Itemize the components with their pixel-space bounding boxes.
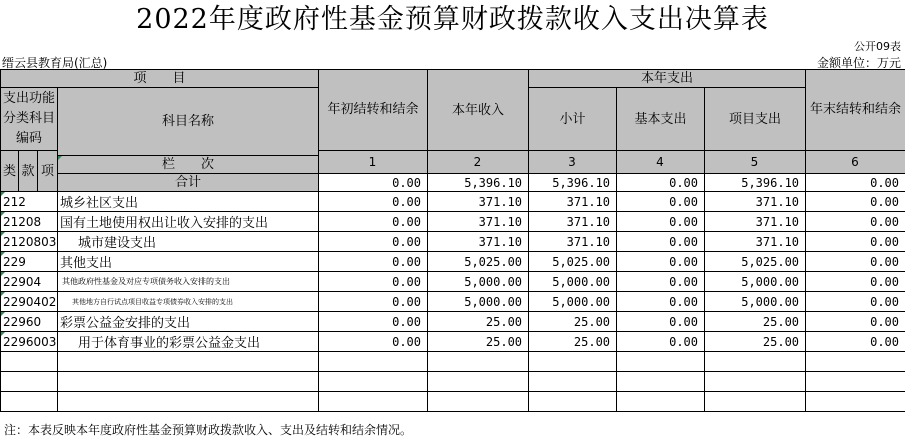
row-begin-balance: 0.00 [319, 332, 428, 352]
row-end-balance: 0.00 [806, 292, 905, 312]
row-project-exp: 5,025.00 [705, 252, 806, 272]
row-basic-exp: 0.00 [617, 292, 705, 312]
header-lei: 类 [1, 151, 19, 192]
table-row [1, 192, 905, 212]
total-income: 5,396.10 [428, 174, 529, 192]
table-row [1, 252, 905, 272]
header-basic-exp: 基本支出 [617, 88, 705, 151]
row-end-balance: 0.00 [806, 212, 905, 232]
col-number-3: 3 [568, 155, 576, 169]
footnote: 注：本表反映本年度政府性基金预算财政拨款收入、支出及结转和结余情况。 [4, 423, 413, 437]
row-end-balance: 0.00 [806, 332, 905, 352]
row-basic-exp: 0.00 [617, 332, 705, 352]
total-subtotal: 5,396.10 [529, 174, 617, 192]
row-basic-exp: 0.00 [617, 252, 705, 272]
header-expense-group: 本年支出 [529, 70, 806, 88]
row-name: 其他支出 [58, 252, 319, 272]
row-code: 2120803 [1, 232, 58, 252]
empty-row [1, 352, 905, 372]
budget-table [0, 69, 905, 412]
row-name: 用于体育事业的彩票公益金支出 [58, 332, 319, 352]
row-name: 城乡社区支出 [58, 192, 319, 212]
header-subtotal: 小计 [529, 88, 617, 151]
header-func-code: 支出功能分类科目编码 [1, 88, 58, 151]
table-row [1, 272, 905, 292]
row-end-balance: 0.00 [806, 232, 905, 252]
header-end-balance: 年末结转和结余 [806, 70, 905, 151]
row-code: 22904 [1, 272, 58, 292]
total-end-balance: 0.00 [806, 174, 905, 192]
row-income: 371.10 [428, 232, 529, 252]
header-lanci: 栏 次 [58, 156, 319, 174]
header-kuan: 款 [19, 151, 38, 192]
row-subtotal: 25.00 [529, 332, 617, 352]
row-begin-balance: 0.00 [319, 212, 428, 232]
row-name: 其他地方自行试点项目收益专项债券收入安排的支出 [58, 292, 319, 312]
row-project-exp: 5,000.00 [705, 292, 806, 312]
row-code: 22960 [1, 312, 58, 332]
row-income: 5,025.00 [428, 252, 529, 272]
row-basic-exp: 0.00 [617, 192, 705, 212]
row-income: 25.00 [428, 332, 529, 352]
header-income: 本年收入 [428, 70, 529, 151]
row-income: 25.00 [428, 312, 529, 332]
col-number-6: 6 [851, 155, 859, 169]
row-subtotal: 371.10 [529, 212, 617, 232]
row-name: 国有土地使用权出让收入安排的支出 [58, 212, 319, 232]
row-begin-balance: 0.00 [319, 312, 428, 332]
header-begin-balance: 年初结转和结余 [319, 70, 428, 151]
empty-row [1, 392, 905, 412]
row-income: 371.10 [428, 212, 529, 232]
row-code: 2296003 [1, 332, 58, 352]
table-row [1, 212, 905, 232]
row-income: 5,000.00 [428, 292, 529, 312]
header-subject-name: 科目名称 [58, 88, 319, 156]
page-title: 2022年度政府性基金预算财政拨款收入支出决算表 [136, 4, 769, 35]
row-end-balance: 0.00 [806, 252, 905, 272]
row-subtotal: 5,025.00 [529, 252, 617, 272]
header-item-group: 项 目 [1, 70, 319, 88]
col-number-4: 4 [656, 155, 664, 169]
row-subtotal: 371.10 [529, 192, 617, 212]
col-number-1: 1 [368, 155, 377, 169]
row-income: 371.10 [428, 192, 529, 212]
row-begin-balance: 0.00 [319, 272, 428, 292]
row-begin-balance: 0.00 [319, 292, 428, 312]
col-number-5: 5 [750, 155, 759, 169]
row-subtotal: 5,000.00 [529, 292, 617, 312]
row-code: 212 [1, 192, 58, 212]
header-project-exp: 项目支出 [705, 88, 806, 151]
row-project-exp: 371.10 [705, 212, 806, 232]
row-end-balance: 0.00 [806, 272, 905, 292]
total-project-exp: 5,396.10 [705, 174, 806, 192]
row-basic-exp: 0.00 [617, 272, 705, 292]
header-total: 合计 [58, 174, 319, 192]
row-begin-balance: 0.00 [319, 232, 428, 252]
table-row [1, 312, 905, 332]
row-basic-exp: 0.00 [617, 232, 705, 252]
row-name: 其他政府性基金及对应专项债务收入安排的支出 [58, 272, 319, 292]
table-row [1, 292, 905, 312]
row-subtotal: 25.00 [529, 312, 617, 332]
row-begin-balance: 0.00 [319, 192, 428, 212]
row-code: 21208 [1, 212, 58, 232]
row-income: 5,000.00 [428, 272, 529, 292]
row-basic-exp: 0.00 [617, 212, 705, 232]
row-subtotal: 371.10 [529, 232, 617, 252]
row-end-balance: 0.00 [806, 192, 905, 212]
row-subtotal: 5,000.00 [529, 272, 617, 292]
unit-name: 缙云县教育局(汇总) [2, 56, 108, 70]
row-begin-balance: 0.00 [319, 252, 428, 272]
row-code: 229 [1, 252, 58, 272]
row-project-exp: 371.10 [705, 192, 806, 212]
row-project-exp: 25.00 [705, 332, 806, 352]
row-code: 2290402 [1, 292, 58, 312]
row-basic-exp: 0.00 [617, 312, 705, 332]
row-project-exp: 5,000.00 [705, 272, 806, 292]
header-xiang: 项 [38, 151, 58, 192]
table-row [1, 232, 905, 252]
empty-row [1, 372, 905, 392]
total-basic-exp: 0.00 [617, 174, 705, 192]
row-name: 彩票公益金安排的支出 [58, 312, 319, 332]
row-name: 城市建设支出 [58, 232, 319, 252]
row-project-exp: 371.10 [705, 232, 806, 252]
row-project-exp: 25.00 [705, 312, 806, 332]
table-row [1, 332, 905, 352]
table-code: 公开09表 [854, 40, 901, 53]
money-unit: 金额单位：万元 [816, 56, 901, 70]
total-begin-balance: 0.00 [319, 174, 428, 192]
col-number-2: 2 [473, 155, 482, 169]
row-end-balance: 0.00 [806, 312, 905, 332]
